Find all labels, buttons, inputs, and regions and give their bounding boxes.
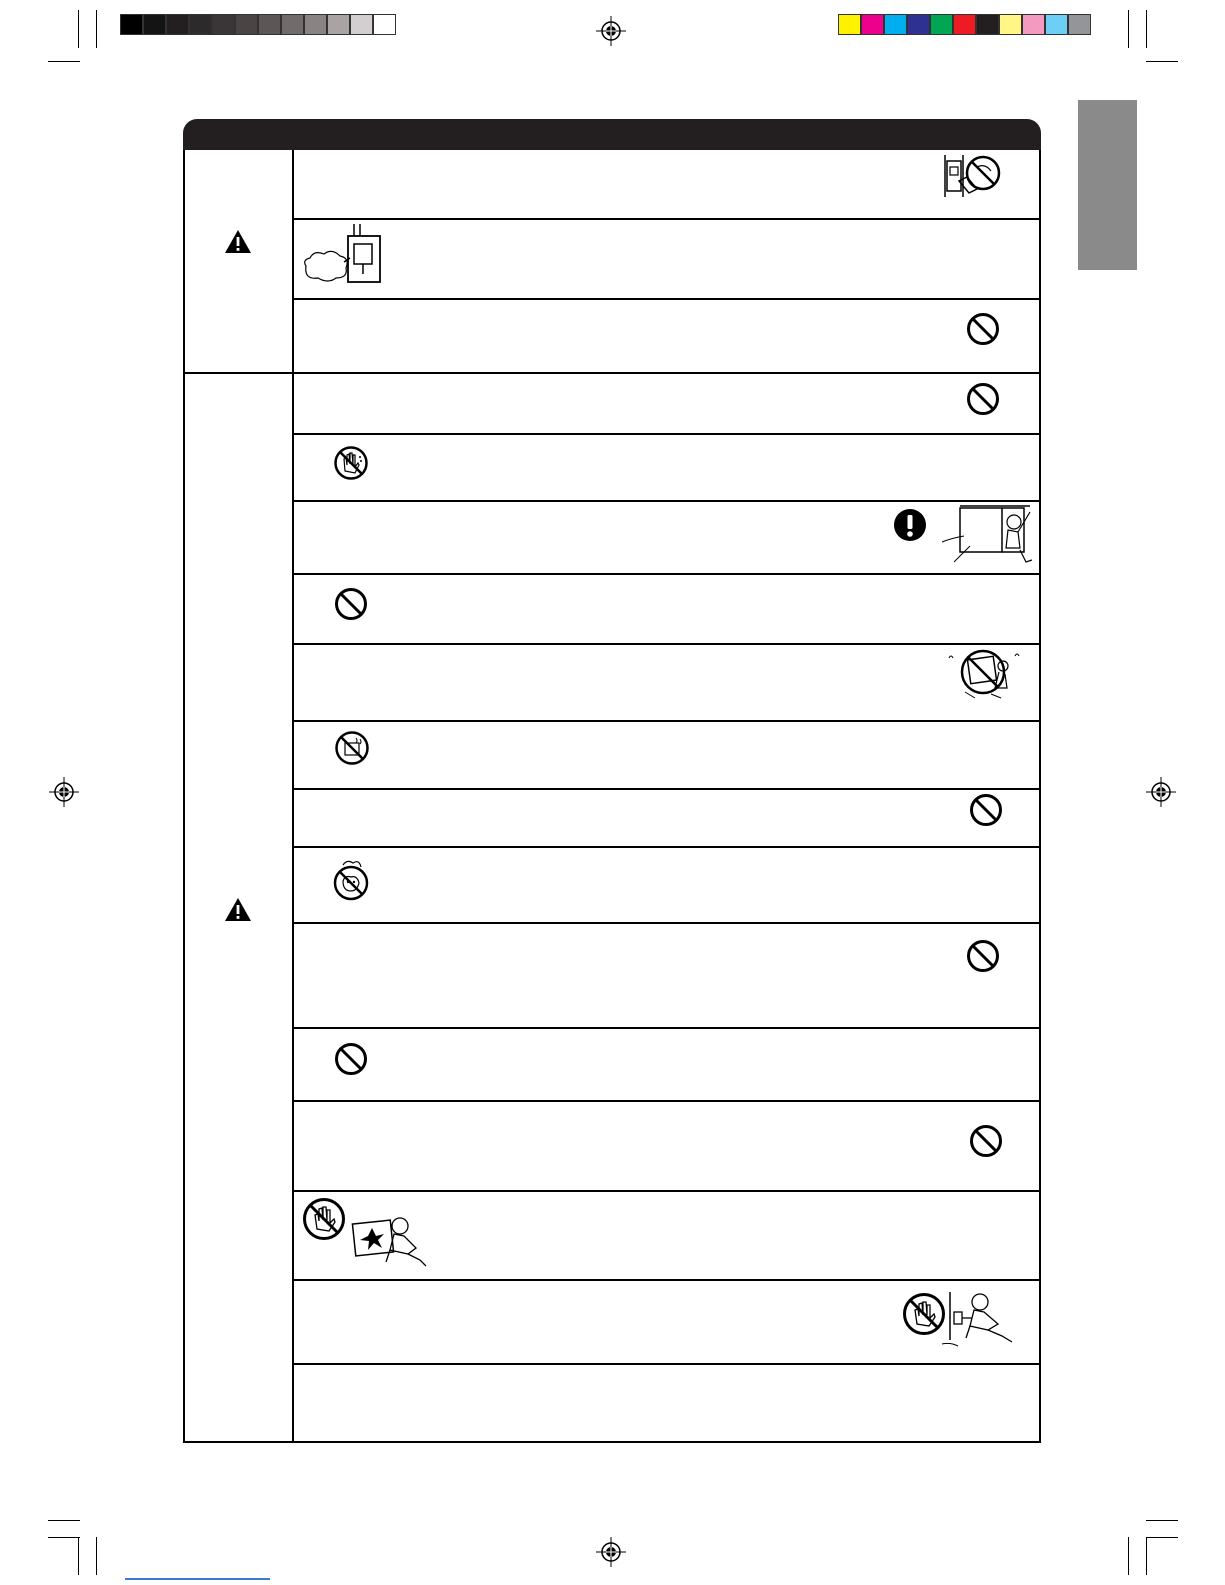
registration-target-icon: [1146, 777, 1176, 807]
registration-target-icon: [49, 777, 79, 807]
prohibited-icon: [969, 793, 1003, 827]
table-column-divider: [292, 150, 294, 1443]
person-with-unit-illustration: [350, 1210, 432, 1270]
row-divider: [292, 298, 1041, 300]
color-swatch: [907, 14, 930, 35]
color-swatch: [999, 14, 1022, 35]
do-not-touch-icon: [302, 1197, 346, 1241]
color-swatch: [861, 14, 884, 35]
person-at-switch-illustration: [940, 1290, 1030, 1350]
color-swatch: [1068, 14, 1091, 35]
row-divider: [292, 1279, 1041, 1281]
gray-swatch: [373, 14, 396, 35]
window-ventilation-illustration: [940, 502, 1035, 568]
table-bottom-border: [183, 1441, 1041, 1443]
row-divider: [292, 573, 1041, 575]
gray-swatch: [281, 14, 304, 35]
table-left-border: [183, 150, 185, 1443]
row-divider: [292, 1100, 1041, 1102]
prohibited-icon: [966, 382, 1000, 416]
gray-swatch: [143, 14, 166, 35]
color-swatch: [930, 14, 953, 35]
color-swatch: [884, 14, 907, 35]
color-swatch: [976, 14, 999, 35]
prohibited-icon: [334, 1042, 368, 1076]
bottom-marker-line: [125, 1578, 270, 1580]
prohibited-icon: [966, 939, 1000, 973]
row-divider: [292, 720, 1041, 722]
color-swatch: [1045, 14, 1068, 35]
no-unstable-mount-illustration: [945, 646, 1027, 702]
circuit-breaker-illustration: [300, 222, 400, 292]
color-swatch: [838, 14, 861, 35]
no-wet-hands-icon: [333, 445, 369, 481]
warning-triangle-icon: [224, 229, 252, 254]
row-divider: [292, 846, 1041, 848]
gray-swatch: [120, 14, 143, 35]
row-divider: [292, 922, 1041, 924]
row-divider: [292, 1027, 1041, 1029]
prohibited-icon: [966, 312, 1000, 346]
color-swatch: [953, 14, 976, 35]
registration-target-icon: [596, 1537, 626, 1567]
prohibited-icon: [969, 1124, 1003, 1158]
gray-swatch: [212, 14, 235, 35]
gray-swatch: [189, 14, 212, 35]
row-divider: [292, 1190, 1041, 1192]
table-header-bar: [183, 119, 1041, 150]
registration-target-icon: [596, 16, 626, 46]
side-tab: [1078, 100, 1137, 270]
row-divider: [292, 788, 1041, 790]
gray-swatch: [350, 14, 373, 35]
row-divider: [292, 1363, 1041, 1365]
table-right-border: [1039, 150, 1041, 1443]
prohibited-icon: [334, 587, 368, 621]
no-water-splash-icon: [334, 730, 370, 766]
gray-swatch: [258, 14, 281, 35]
no-plants-animals-icon: [331, 857, 371, 903]
row-divider: [292, 218, 1041, 220]
mandatory-action-icon: [893, 508, 927, 542]
section-divider: [183, 372, 1041, 374]
gray-swatch: [327, 14, 350, 35]
power-plug-illustration: [943, 153, 1011, 203]
gray-swatch: [235, 14, 258, 35]
color-swatch: [1022, 14, 1045, 35]
row-divider: [292, 643, 1041, 645]
row-divider: [292, 433, 1041, 435]
row-divider: [292, 500, 1041, 502]
warning-triangle-icon: [224, 897, 252, 922]
gray-swatch: [304, 14, 327, 35]
gray-swatch: [166, 14, 189, 35]
